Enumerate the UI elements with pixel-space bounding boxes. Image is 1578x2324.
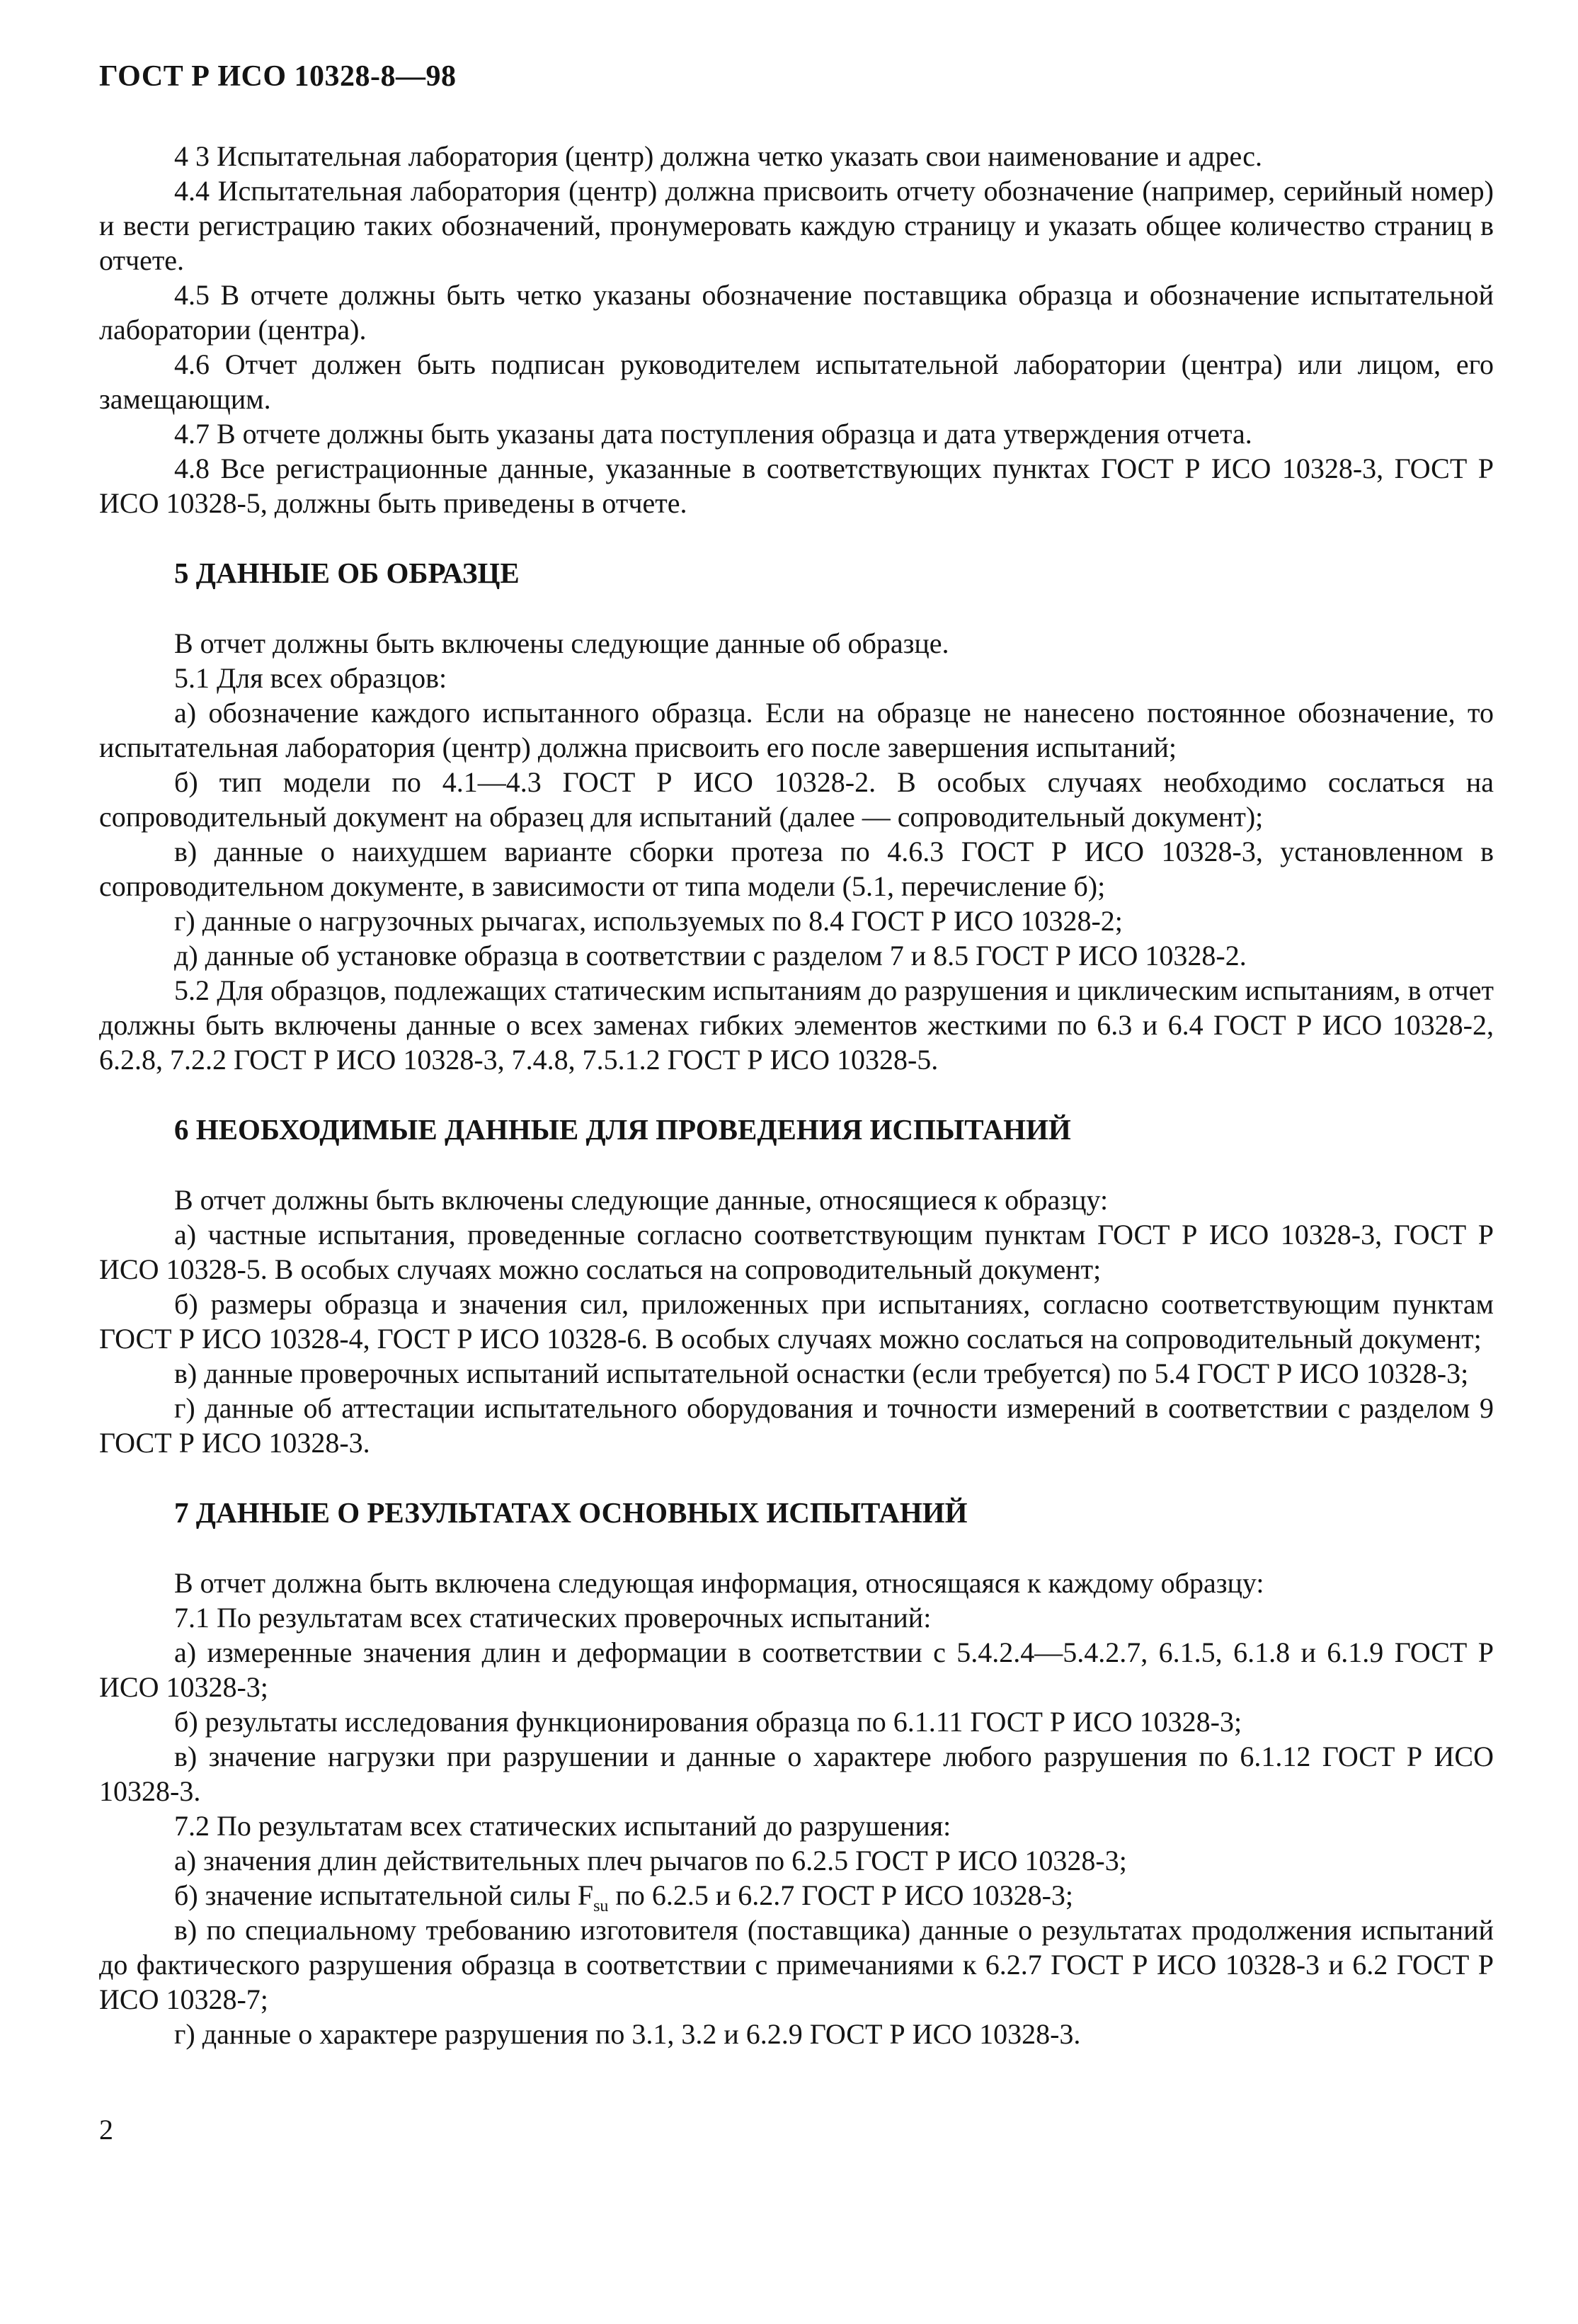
section-6-heading: 6 НЕОБХОДИМЫЕ ДАННЫЕ ДЛЯ ПРОВЕДЕНИЯ ИСПЫТАНИЙ bbox=[174, 1113, 1071, 1146]
list-item-5-1-b: б) тип модели по 4.1—4.3 ГОСТ Р ИСО 10328-2. В особых случаях необходимо сослаться на сопроводительный документ на образец для испытаний (далее — сопроводительный документ); bbox=[99, 766, 1494, 833]
list-item-7-2-b bbox=[99, 1878, 1494, 1913]
section-7-heading: 7 ДАННЫЕ О РЕЗУЛЬТАТАХ ОСНОВНЫХ ИСПЫТАНИЙ bbox=[174, 1496, 968, 1529]
section-5-heading: 5 ДАННЫЕ ОБ ОБРАЗЦЕ bbox=[174, 557, 520, 589]
page-number: 2 bbox=[99, 2114, 113, 2146]
list-item-7-1-v: в) значение нагрузки при разрушении и данные о характере любого разрушения по 6.1.12 ГОСТ Р ИСО 10328-3. bbox=[99, 1741, 1494, 1807]
paragraph-4-6: 4.6 Отчет должен быть подписан руководителем испытательной лаборатории (центра) или лицом, его замещающим. bbox=[99, 348, 1494, 415]
list-item-6-g: г) данные об аттестации испытательного оборудования и точности измерений в соответствии с разделом 9 ГОСТ Р ИСО 10328-3. bbox=[99, 1392, 1494, 1459]
force-item-rest: по 6.2.5 и 6.2.7 ГОСТ Р ИСО 10328-3; bbox=[608, 1879, 1073, 1911]
list-item-7-1-a: а) измеренные значения длин и деформации в соответствии с 5.4.2.4—5.4.2.7, 6.1.5, 6.1.8 и 6.1.9 ГОСТ Р ИСО 10328-3; bbox=[99, 1636, 1494, 1703]
document-body bbox=[99, 139, 1494, 2051]
list-item-7-2-a: а) значения длин действительных плеч рычагов по 6.2.5 ГОСТ Р ИСО 10328-3; bbox=[174, 1845, 1127, 1876]
document-header: ГОСТ Р ИСО 10328-8—98 bbox=[99, 60, 457, 93]
paragraph-4-8: 4.8 Все регистрационные данные, указанные в соответствующих пунктах ГОСТ Р ИСО 10328-3, ГОСТ Р ИСО 10328-5, должны быть приведены в отчете. bbox=[99, 452, 1494, 519]
force-subscript: su bbox=[593, 1897, 609, 1915]
list-item-7-2-g: г) данные о характере разрушения по 3.1, 3.2 и 6.2.9 ГОСТ Р ИСО 10328-3. bbox=[174, 2018, 1081, 2050]
section-6-intro: В отчет должны быть включены следующие данные, относящиеся к образцу: bbox=[174, 1184, 1109, 1216]
section-5-intro: В отчет должны быть включены следующие данные об образце. bbox=[174, 627, 949, 659]
paragraph-4-4: 4.4 Испытательная лаборатория (центр) должна присвоить отчету обозначение (например, серийный номер) и вести регистрацию таких обозначений, пронумеровать каждую страницу и указать общее количество страниц в отчете. bbox=[99, 175, 1494, 276]
list-item-5-1-g: г) данные о нагрузочных рычагах, используемых по 8.4 ГОСТ Р ИСО 10328-2; bbox=[174, 905, 1123, 937]
list-item-5-1-a: а) обозначение каждого испытанного образца. Если на образце не нанесено постоянное обозначение, то испытательная лаборатория (центр) должна присвоить его после завершения испытаний; bbox=[99, 697, 1494, 763]
list-item-7-2-v: в) по специальному требованию изготовителя (поставщика) данные о результатах продолжения испытаний до фактического разрушения образца в соответствии с примечаниями к 6.2.7 ГОСТ Р ИСО 10328-3 и 6.2 ГОСТ Р ИСО 10328-7; bbox=[99, 1914, 1494, 2015]
list-item-6-b: б) размеры образца и значения сил, приложенных при испытаниях, согласно соответствующим пунктам ГОСТ Р ИСО 10328-4, ГОСТ Р ИСО 10328-6. В особых случаях можно сослаться на сопроводительный документ; bbox=[99, 1288, 1494, 1355]
paragraph-7-1: 7.1 По результатам всех статических проверочных испытаний: bbox=[174, 1602, 932, 1634]
paragraph-4-3: 4 3 Испытательная лаборатория (центр) должна четко указать свои наименование и адрес. bbox=[174, 140, 1262, 172]
paragraph-5-1: 5.1 Для всех образцов: bbox=[174, 662, 447, 694]
list-item-5-1-d: д) данные об установке образца в соответствии с разделом 7 и 8.5 ГОСТ Р ИСО 10328-2. bbox=[174, 940, 1247, 972]
list-item-6-v: в) данные проверочных испытаний испытательной оснастки (если требуется) по 5.4 ГОСТ Р ИСО 10328-3; bbox=[174, 1357, 1469, 1389]
paragraph-7-2: 7.2 По результатам всех статических испытаний до разрушения: bbox=[174, 1810, 951, 1842]
force-item-text: б) значение испытательной силы F bbox=[174, 1879, 594, 1911]
paragraph-5-2: 5.2 Для образцов, подлежащих статическим испытаниям до разрушения и циклическим испытаниям, в отчет должны быть включены данные о всех заменах гибких элементов жесткими по 6.3 и 6.4 ГОСТ Р ИСО 10328-2, 6.2.8, 7.2.2 ГОСТ Р ИСО 10328-3, 7.4.8, 7.5.1.2 ГОСТ Р ИСО 10328-5. bbox=[99, 974, 1494, 1076]
list-item-7-1-b: б) результаты исследования функционирования образца по 6.1.11 ГОСТ Р ИСО 10328-3; bbox=[174, 1706, 1242, 1738]
list-item-6-a: а) частные испытания, проведенные согласно соответствующим пунктам ГОСТ Р ИСО 10328-3, ГОСТ Р ИСО 10328-5. В особых случаях можно сослаться на сопроводительный документ; bbox=[99, 1219, 1494, 1285]
list-item-5-1-v: в) данные о наихудшем варианте сборки протеза по 4.6.3 ГОСТ Р ИСО 10328-3, установленном в сопроводительном документе, в зависимости от типа модели (5.1, перечисление б); bbox=[99, 836, 1494, 902]
section-7-intro: В отчет должна быть включена следующая информация, относящаяся к каждому образцу: bbox=[174, 1567, 1264, 1599]
paragraph-4-7: 4.7 В отчете должны быть указаны дата поступления образца и дата утверждения отчета. bbox=[174, 418, 1252, 450]
paragraph-4-5: 4.5 В отчете должны быть четко указаны обозначение поставщика образца и обозначение испытательной лаборатории (центра). bbox=[99, 279, 1494, 346]
